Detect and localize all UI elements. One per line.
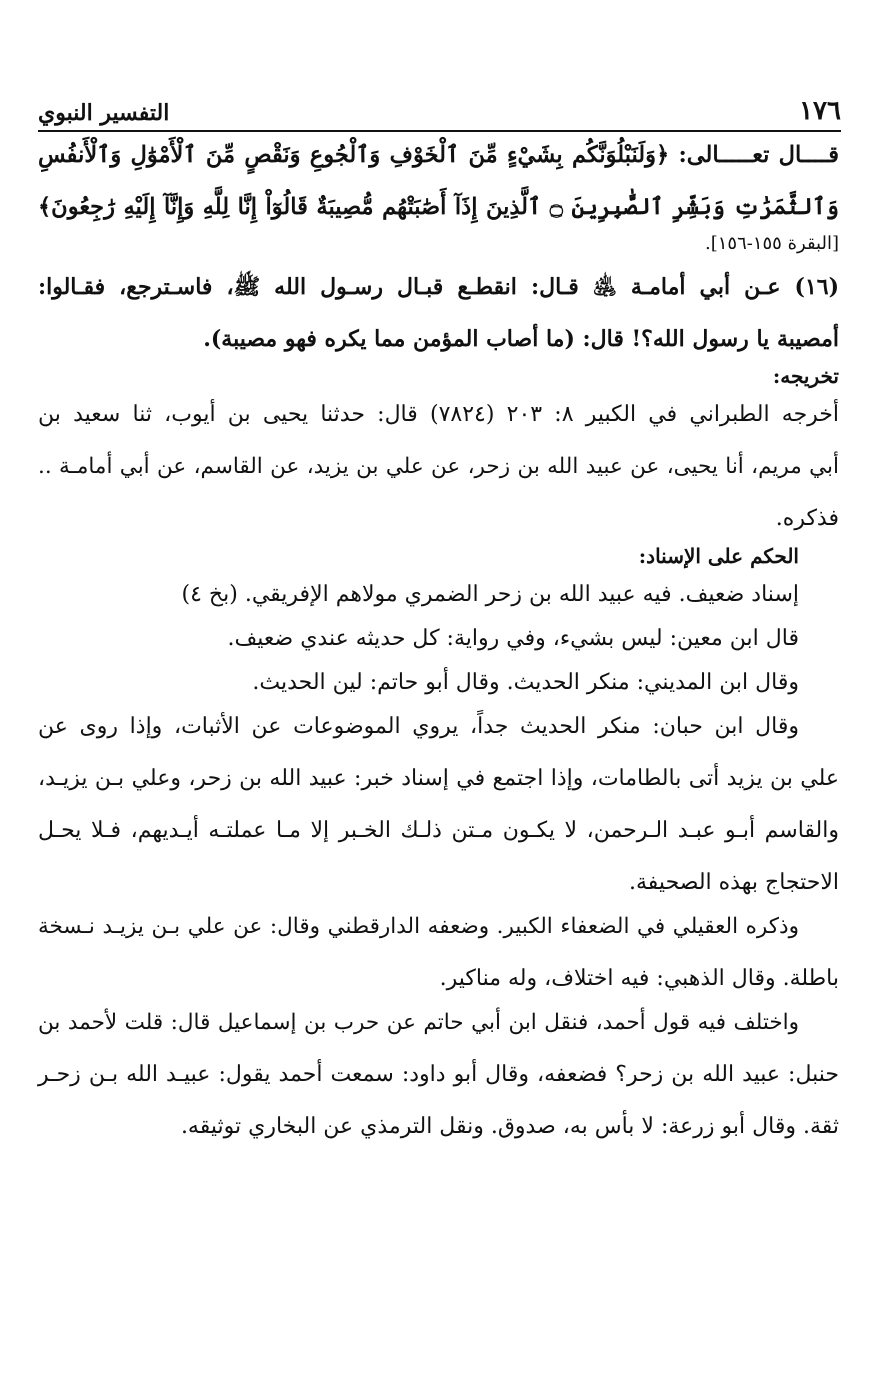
paragraph-line: إسناد ضعيف. فيه عبيد الله بن زحر الضمري مولاهم الإفريقي. (بخ ٤) bbox=[181, 582, 799, 607]
running-title: التفسير النبوي bbox=[38, 100, 170, 126]
running-header bbox=[38, 92, 841, 132]
paragraph-line: باطلة. وقال الذهبي: فيه اختلاف، وله مناكير. bbox=[439, 966, 839, 991]
takhrij-heading: تخريجه: bbox=[772, 364, 839, 388]
paragraph-line: وقال ابن المديني: منكر الحديث. وقال أبو حاتم: لين الحديث. bbox=[252, 670, 799, 695]
page-content bbox=[38, 140, 839, 1164]
hukm-heading: الحكم على الإسناد: bbox=[638, 544, 799, 568]
paragraph-line: والقاسم أبـو عبـد الـرحمن، لا يكـون مـتن ذلـك الخـبر إلا مـا عملتـه أيـديهم، فـلا يحـل bbox=[38, 818, 839, 843]
paragraph-line: فذكره. bbox=[775, 506, 839, 531]
paragraph-line: أبي مريم، أنا يحيى، عن عبيد الله بن زحر، عن علي بن يزيد، عن القاسم، عن أبي أمامـة .. bbox=[38, 454, 839, 479]
hadith-line: (١٦) عـن أبي أمامـة ﵁ قـال: انقطـع قبـال رسـول الله ﷺ، فاسـترجع، فقـالوا: bbox=[38, 274, 839, 300]
paragraph-line: واختلف فيه قول أحمد، فنقل ابن أبي حاتم عن حرب بن إسماعيل قال: قلت لأحمد بن bbox=[38, 1010, 799, 1035]
verse-line: قــــال تعـــــالى: ﴿وَلَنَبْلُوَنَّكُم بِشَيْءٍ مِّنَ ٱلْخَوْفِ وَٱلْجُوعِ وَنَقْصٍ مِّنَ ٱلْأَمْوَٰلِ وَٱلْأَنفُسِ bbox=[38, 142, 839, 168]
paragraph-line: أخرجه الطبراني في الكبير ٨: ٢٠٣ (٧٨٢٤) قال: حدثنا يحيى بن أيوب، ثنا سعيد بن bbox=[38, 402, 840, 427]
hadith-line: أمصيبة يا رسول الله؟! قال: (ما أصاب المؤمن مما يكره فهو مصيبة). bbox=[203, 326, 839, 352]
paragraph-line: الاحتجاج بهذه الصحيفة. bbox=[629, 870, 839, 895]
paragraph-line: حنبل: عبيد الله بن زحر؟ فضعفه، وقال أبو داود: سمعت أحمد يقول: عبيـد الله بـن زحـر bbox=[38, 1062, 839, 1087]
page-number: ١٧٦ bbox=[799, 96, 841, 126]
paragraph-line: ثقة. وقال أبو زرعة: لا بأس به، صدوق. ونقل الترمذي عن البخاري توثيقه. bbox=[180, 1114, 839, 1139]
verse-reference: [البقرة ١٥٥-١٥٦]. bbox=[704, 233, 839, 254]
paragraph-line: وقال ابن حبان: منكر الحديث جداً، يروي الموضوعات عن الأثبات، وإذا روى عن bbox=[38, 714, 799, 739]
paragraph-line: علي بن يزيد أتى بالطامات، وإذا اجتمع في إسناد خبر: عبيد الله بن زحر، وعلي بـن يزيـد، bbox=[38, 766, 839, 791]
verse-line: وَٱلثَّمَرَٰتِ وَبَشِّرِ ٱلصَّٰبِرِينَ ۝ ٱلَّذِينَ إِذَآ أَصَٰبَتْهُم مُّصِيبَةٌ قَالُوٓاْ إِنَّا لِلَّهِ وَإِنَّآ إِلَيْهِ رَٰجِعُونَ﴾ bbox=[38, 194, 839, 220]
paragraph-line: وذكره العقيلي في الضعفاء الكبير. وضعفه الدارقطني وقال: عن علي بـن يزيـد نـسخة bbox=[38, 914, 799, 939]
paragraph-line: قال ابن معين: ليس بشيء، وفي رواية: كل حديثه عندي ضعيف. bbox=[227, 626, 799, 651]
